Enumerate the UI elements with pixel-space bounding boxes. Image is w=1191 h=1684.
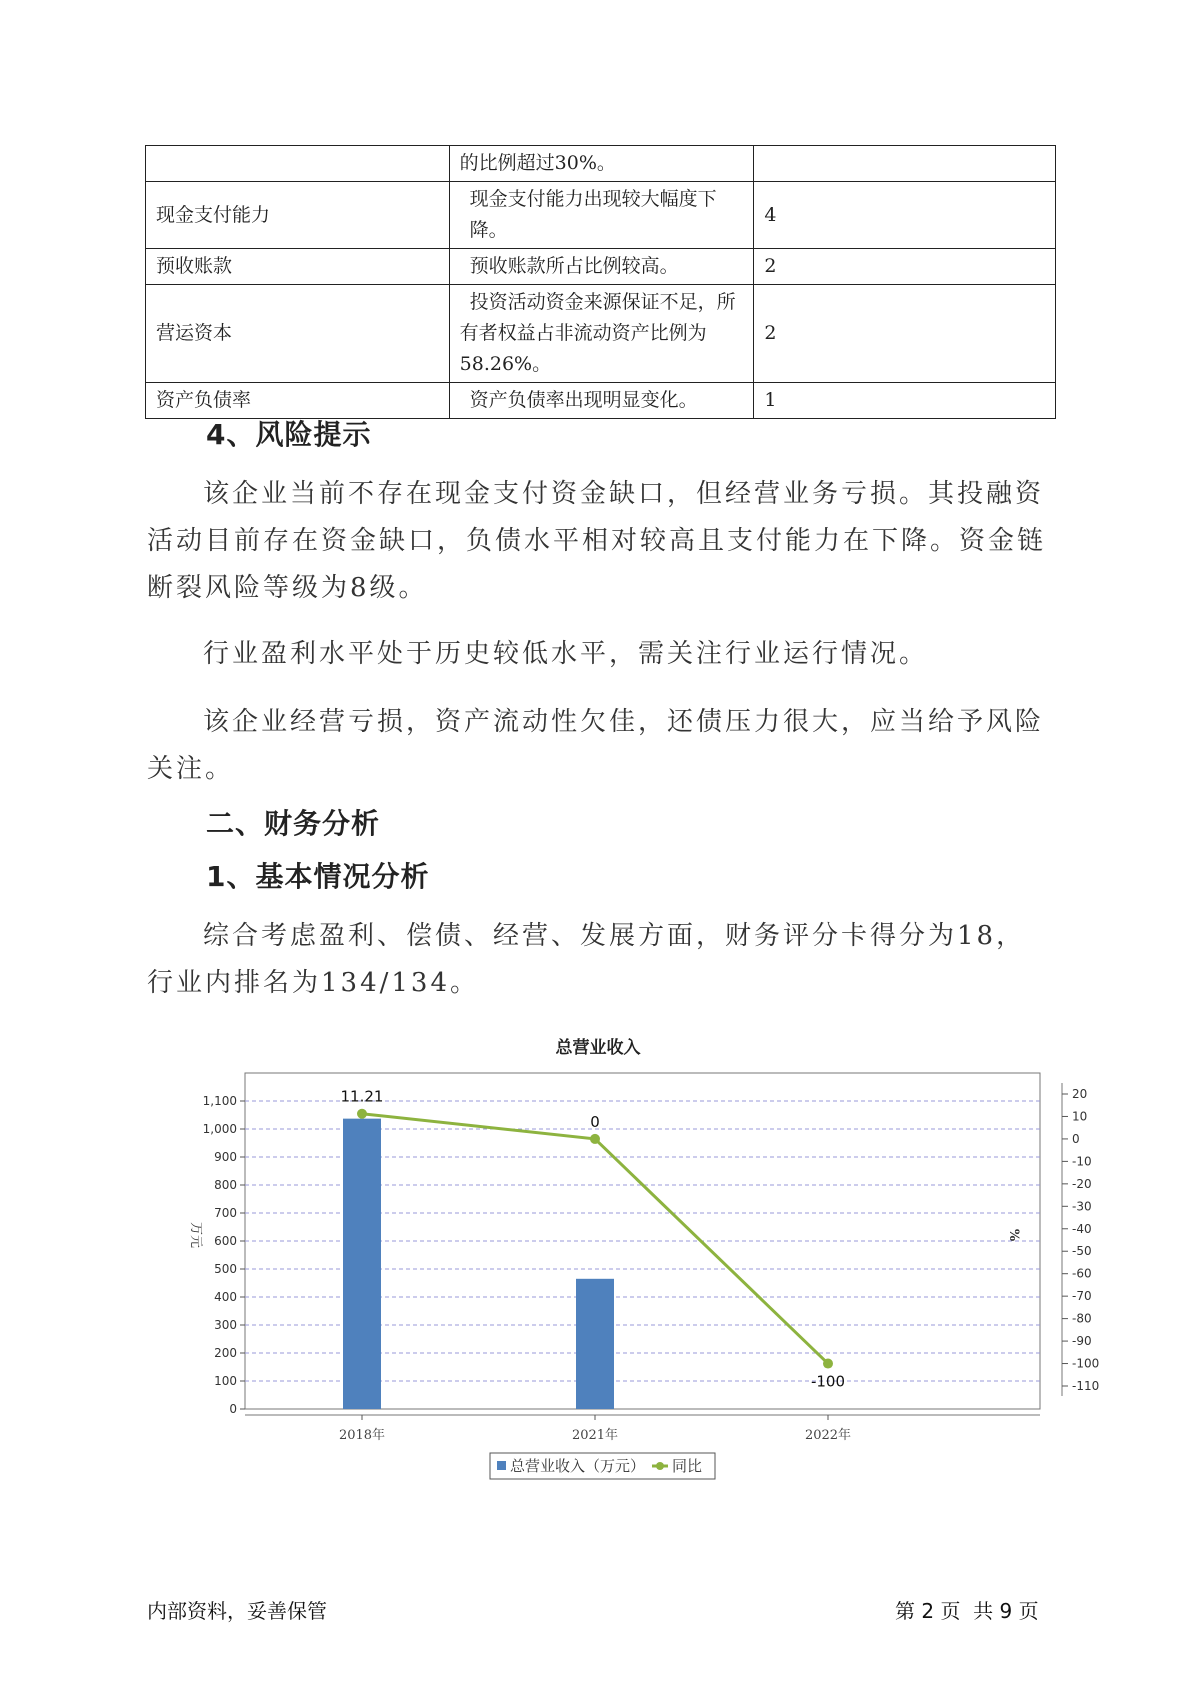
risk-item-cell: 现金支付能力 (146, 182, 450, 249)
chart-left-tick-label: 300 (214, 1318, 237, 1332)
chart-x-tick-label: 2022年 (804, 1428, 852, 1443)
chart-line-point (357, 1109, 367, 1119)
chart-right-tick-label: -50 (1072, 1244, 1092, 1259)
risk-description-cell (449, 383, 754, 419)
chart-right-tick-label: -110 (1072, 1379, 1100, 1393)
risk-table-row (146, 182, 1056, 249)
risk-table-body (146, 146, 1056, 419)
risk-item-cell: 资产负债率 (146, 383, 450, 419)
chart-legend-bar-label: 总营业收入（万元） (510, 1457, 646, 1475)
chart-y2-axis-label: % (1006, 1228, 1021, 1242)
risk-description-line: 有者权益占非流动资产比例为 (459, 322, 707, 344)
chart-data-label: -100 (810, 1372, 846, 1391)
chart-line-point (823, 1359, 833, 1369)
section2-heading: 二、财务分析 (206, 807, 381, 840)
risk-item-cell (146, 146, 450, 182)
chart-left-tick-label: 500 (214, 1262, 237, 1276)
chart-left-tick-label: 1,100 (202, 1094, 237, 1108)
chart-right-tick-label: 20 (1072, 1087, 1088, 1101)
risk-score-cell (754, 146, 1056, 182)
chart-right-tick-label: -70 (1072, 1289, 1092, 1304)
chart-legend-line-marker (656, 1462, 664, 1470)
risk-description-line: 预收账款所占比例较高。 (469, 255, 679, 277)
footer-note: 内部资料，妥善保管 (147, 1599, 327, 1623)
section4-paragraph-1: 该企业当前不存在现金支付资金缺口，但经营业务亏损。其投融资活动目前存在资金缺口，负债水平相对较高且支付能力在下降。资金链断裂风险等级为8级。 (147, 479, 1047, 603)
risk-description-cell (449, 146, 754, 182)
revenue-chart (170, 1025, 1100, 1485)
risk-description-cell (449, 182, 754, 249)
chart-right-tick-label: -40 (1072, 1221, 1092, 1236)
chart-right-tick-label: -30 (1072, 1199, 1092, 1214)
chart-title: 总营业收入 (555, 1038, 641, 1058)
chart-right-tick-label: 0 (1072, 1131, 1080, 1146)
chart-right-tick-label: -100 (1072, 1356, 1100, 1371)
section4-paragraph-2: 行业盈利水平处于历史较低水平，需关注行业运行情况。 (203, 639, 929, 669)
risk-description-line: 投资活动资金来源保证不足，所 (469, 291, 736, 313)
section4-heading: 4、风险提示 (206, 418, 372, 451)
chart-left-tick-label: 700 (214, 1206, 237, 1220)
chart-right-tick-label: -60 (1072, 1266, 1092, 1281)
chart-left-tick-label: 600 (214, 1234, 237, 1248)
risk-score-cell: 2 (754, 249, 1056, 285)
section2-paragraph: 综合考虑盈利、偿债、经营、发展方面，财务评分卡得分为18，行业内排名为134/134。 (147, 921, 1026, 998)
chart-data-label: 0 (590, 1112, 600, 1131)
chart-left-tick-label: 0 (229, 1402, 237, 1416)
risk-score-cell: 1 (754, 383, 1056, 419)
chart-left-tick-label: 1,000 (202, 1122, 237, 1136)
section4-paragraph-3: 该企业经营亏损，资产流动性欠佳，还债压力很大，应当给予风险关注。 (147, 707, 1045, 784)
risk-description-cell (449, 249, 754, 285)
section2-subheading: 1、基本情况分析 (206, 860, 430, 893)
chart-x-tick-label: 2021年 (571, 1428, 619, 1443)
risk-item-cell: 营运资本 (146, 285, 450, 383)
chart-right-tick-label: -90 (1072, 1334, 1092, 1349)
chart-legend-line-label: 同比 (672, 1457, 703, 1475)
risk-table-row (146, 249, 1056, 285)
chart-bar (576, 1279, 614, 1409)
risk-description-line: 资产负债率出现明显变化。 (469, 389, 698, 411)
chart-x-tick-label: 2018年 (338, 1428, 386, 1443)
risk-description-line: 现金支付能力出现较大幅度下降。 (469, 188, 717, 241)
chart-left-tick-label: 400 (214, 1290, 237, 1304)
risk-description-line: 的比例超过30%。 (459, 152, 616, 174)
chart-left-tick-label: 800 (214, 1178, 237, 1192)
risk-item-cell: 预收账款 (146, 249, 450, 285)
chart-bar (343, 1119, 381, 1409)
chart-right-tick-label: -10 (1072, 1154, 1092, 1169)
risk-table-row (146, 285, 1056, 383)
risk-description-line: 58.26%。 (459, 353, 552, 375)
risk-score-cell: 2 (754, 285, 1056, 383)
chart-data-label: 11.21 (340, 1087, 384, 1106)
chart-right-tick-label: -80 (1072, 1311, 1092, 1326)
chart-line-point (590, 1134, 600, 1144)
chart-right-tick-label: -20 (1072, 1176, 1092, 1191)
chart-legend-bar-swatch (497, 1461, 506, 1470)
chart-left-tick-label: 900 (214, 1150, 237, 1164)
chart-left-tick-label: 200 (214, 1346, 237, 1360)
risk-description-cell (449, 285, 754, 383)
risk-score-cell: 4 (754, 182, 1056, 249)
footer-page-number: 第 2 页 共 9 页 (895, 1599, 1039, 1623)
risk-table (145, 145, 1056, 419)
chart-left-tick-label: 100 (214, 1374, 237, 1388)
chart-y-axis-label: 万元 (188, 1221, 203, 1249)
chart-right-tick-label: 10 (1072, 1109, 1088, 1124)
risk-table-row (146, 146, 1056, 182)
